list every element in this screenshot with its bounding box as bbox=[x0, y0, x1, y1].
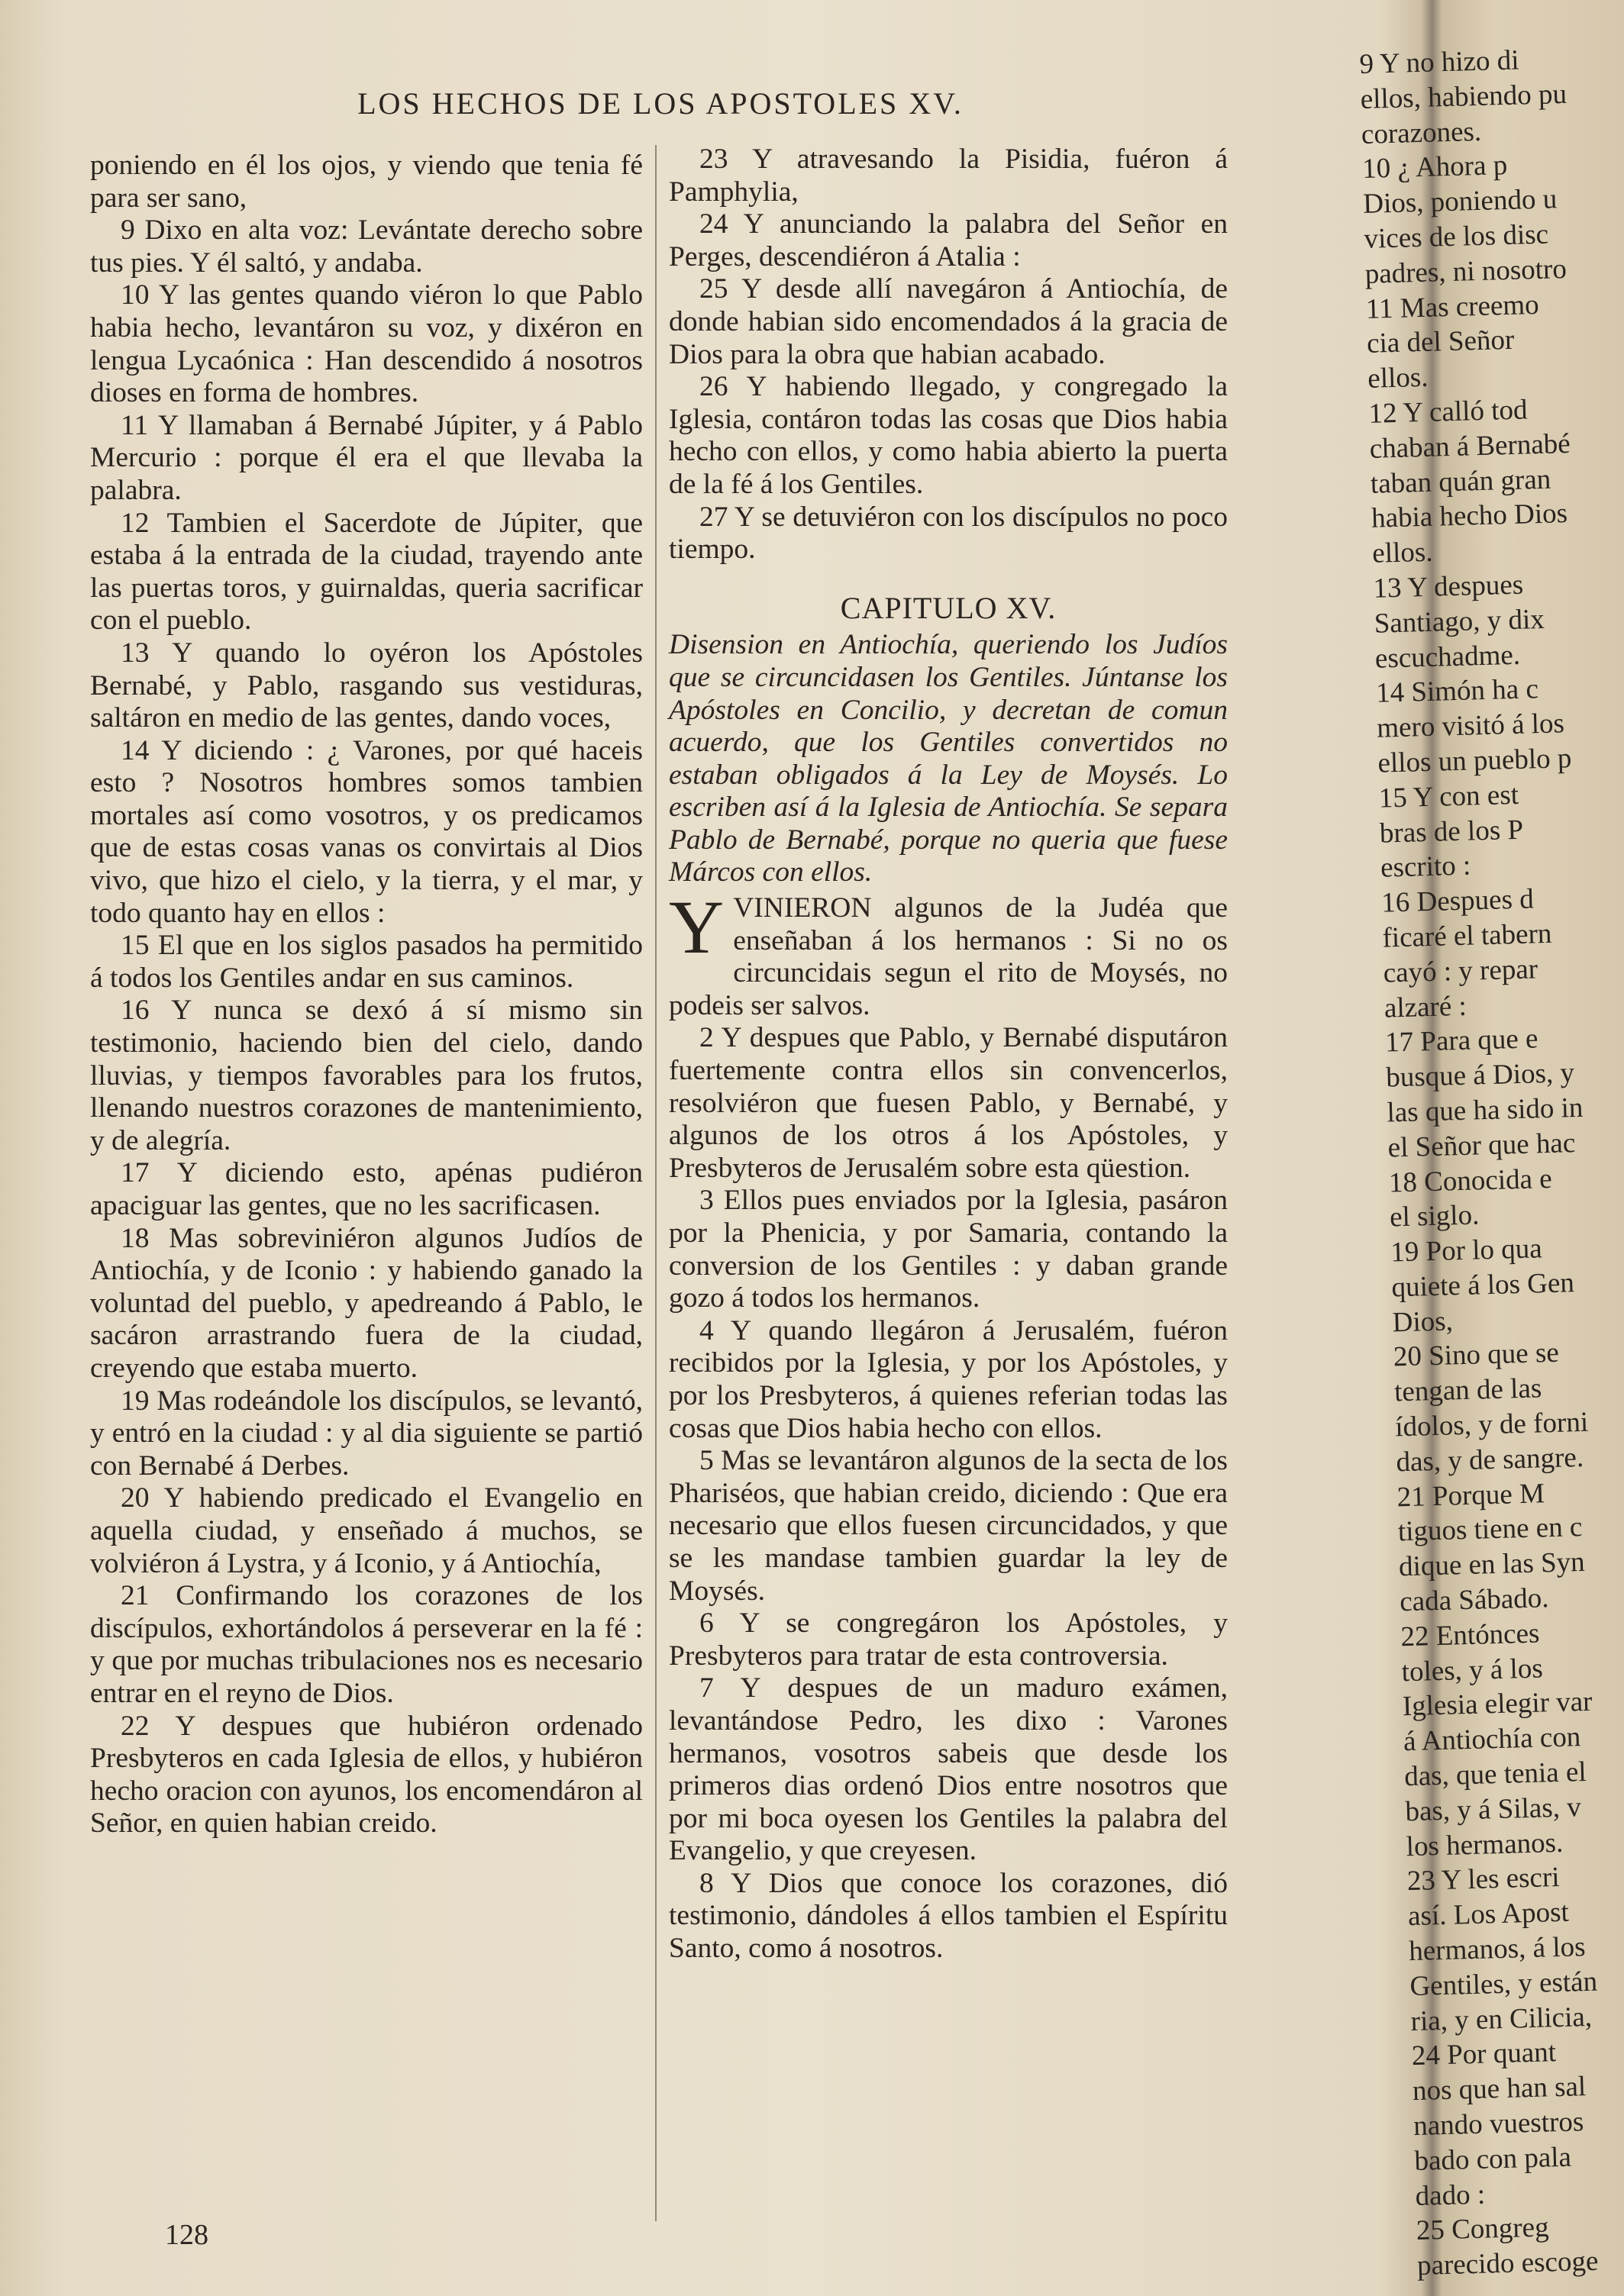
verse-paragraph: 20 Y habiendo predicado el Evangelio en aquella ciudad, y enseñado á muchos, se volviéron á Lystra, y á Iconio, y á Antiochía, bbox=[90, 1482, 643, 1579]
facing-page-line: escuchadme. bbox=[1374, 639, 1521, 675]
chapter-summary: Disension en Antiochía, queriendo los Judíos que se circuncidasen los Gentiles. Júntanse los Apóstoles en Concilio, y decretan de comun acuerdo, que los Gentiles convertidos no estaban obligados á la Ley de Moysés. Lo escriben así á la Iglesia de Antiochía. Se separa Pablo de Bernabé, porque no queria que fuese Márcos con ellos. bbox=[669, 629, 1228, 888]
facing-page-line: cada Sábado. bbox=[1399, 1582, 1550, 1618]
facing-page-line: bras de los P bbox=[1379, 814, 1524, 850]
facing-page-line: 17 Para que e bbox=[1384, 1023, 1538, 1059]
facing-page-line: toles, y á los bbox=[1401, 1653, 1544, 1688]
facing-page-line: 22 Entónces bbox=[1400, 1617, 1540, 1653]
page-number: 128 bbox=[165, 2219, 208, 2251]
facing-page-line: bas, y á Silas, v bbox=[1404, 1791, 1582, 1828]
verse-paragraph: 17 Y diciendo esto, apénas pudiéron apaciguar las gentes, que no les sacrificasen. bbox=[90, 1157, 643, 1221]
facing-page-line: Gentiles, y están bbox=[1409, 1965, 1598, 2002]
drop-cap: Y bbox=[669, 885, 725, 970]
verse-paragraph: 23 Y atravesando la Pisidia, fuéron á Pamphylia, bbox=[669, 144, 1228, 208]
verse-paragraph: 4 Y quando llegáron á Jerusalém, fuéron recibidos por la Iglesia, y por los Apóstoles, y por los Presbyteros, á quienes referian todas las cosas que Dios habia hecho con ellos. bbox=[669, 1314, 1228, 1444]
chapter-title: CAPITULO XV. bbox=[840, 590, 1057, 625]
verse-paragraph: 13 Y quando lo oyéron los Apóstoles Bernabé, y Pablo, rasgando sus vestiduras, saltáron en medio de las gentes, dando voces, bbox=[90, 637, 643, 734]
verse-paragraph: 3 Ellos pues enviados por la Iglesia, pasáron por la Phenicia, y por Samaria, contando la conversion de los Gentiles : y daban grande gozo á todos los hermanos. bbox=[669, 1185, 1228, 1314]
facing-page-line: 10 ¿ Ahora p bbox=[1361, 150, 1508, 185]
facing-page-line: ídolos, y de forni bbox=[1394, 1406, 1589, 1443]
facing-page-line: ellos. bbox=[1371, 536, 1434, 569]
facing-page-line: ellos un pueblo p bbox=[1377, 742, 1572, 779]
facing-page-line: 15 Y con est bbox=[1378, 779, 1519, 814]
facing-page-line: escrito : bbox=[1380, 850, 1471, 884]
facing-page-line: 14 Simón ha c bbox=[1375, 673, 1539, 710]
verse-paragraph: 10 Y las gentes quando viéron lo que Pablo habia hecho, levantáron su voz, y dixéron en lengua Lycaónica : Han descendido á nosotros dioses en forma de hombres. bbox=[90, 279, 643, 409]
verse-paragraph: 22 Y despues que hubiéron ordenado Presbyteros en cada Iglesia de ellos, y hubiéron hecho oracion con ayunos, los encomendáron al Señor, en quien habian creido. bbox=[90, 1710, 643, 1840]
verse-paragraph: 5 Mas se levantáron algunos de la secta de los Phariséos, que habian creido, diciendo : Que era necesario que ellos fuesen circuncidados, y que se les mandase tambien guardar la ley de Moysés. bbox=[669, 1445, 1228, 1607]
verse-paragraph: 6 Y se congregáron los Apóstoles, y Presbyteros para tratar de esta controversia. bbox=[669, 1608, 1228, 1672]
facing-page-line: nando vuestros bbox=[1413, 2106, 1584, 2143]
column-divider bbox=[655, 145, 657, 2221]
facing-page-line: ria, y en Cilicia, bbox=[1410, 2001, 1593, 2037]
running-header: LOS HECHOS DE LOS APOSTOLES XV. bbox=[357, 86, 964, 121]
verse-paragraph: 16 Y nunca se dexó á sí mismo sin testimonio, haciendo bien del cielo, dando lluvias, y tiempos favorables para los frutos, llenando nuestros corazones de mantenimiento, y de alegría. bbox=[90, 995, 643, 1156]
facing-page-line: alzaré : bbox=[1383, 990, 1467, 1024]
facing-page-line: hermanos, á los bbox=[1408, 1931, 1586, 1968]
verse-paragraph: 21 Confirmando los corazones de los discípulos, exhortándolos á perseverar en la fé : y que por muchas tribulaciones nos es necesario entrar en el reyno de Dios. bbox=[90, 1580, 643, 1709]
verse-paragraph: 9 Dixo en alta voz: Levántate derecho sobre tus pies. Y él saltó, y andaba. bbox=[90, 214, 643, 279]
facing-page-line: bado con pala bbox=[1413, 2141, 1572, 2177]
facing-page-line: á Antiochía con bbox=[1403, 1721, 1581, 1758]
verse-paragraph: 8 Y Dios que conoce los corazones, dió testimonio, dándoles á ellos tambien el Espíritu Santo, como á nosotros. bbox=[669, 1867, 1228, 1965]
facing-page-line: los hermanos. bbox=[1406, 1827, 1564, 1862]
facing-page-line: 19 Por lo qua bbox=[1390, 1233, 1543, 1269]
facing-page-line: mero visitó á los bbox=[1376, 708, 1565, 744]
facing-page-line: 12 Y calló tod bbox=[1368, 394, 1528, 430]
facing-page-line: taban quán gran bbox=[1370, 463, 1551, 500]
facing-page-line: 16 Despues d bbox=[1380, 883, 1535, 919]
facing-page-line: cayó : y repar bbox=[1383, 953, 1538, 989]
verse-paragraph: 2 Y despues que Pablo, y Bernabé disputáron fuertemente contra ellos sin convencerlos, resolviéron que fuesen Pablo, y Bernabé, y algunos de los otros á los Apóstoles, y Presbyteros de Jerusalém sobre esta qüestion. bbox=[669, 1022, 1228, 1184]
facing-page-line: Santiago, y dix bbox=[1374, 603, 1545, 640]
verse-paragraph: 25 Y desde allí navegáron á Antiochía, de donde habian sido encomendados á la gracia de Dios para la obra que habian acabado. bbox=[669, 273, 1228, 370]
facing-page-line: ellos, habiendo pu bbox=[1360, 78, 1567, 115]
facing-page-line: nos que han sal bbox=[1412, 2071, 1587, 2107]
facing-page-line: 20 Sino que se bbox=[1393, 1337, 1560, 1373]
facing-page-line: las que ha sido in bbox=[1387, 1092, 1584, 1129]
facing-page-line: chaban á Bernabé bbox=[1369, 427, 1571, 465]
facing-page-line: dique en las Syn bbox=[1398, 1546, 1586, 1583]
facing-page-line: tengan de las bbox=[1393, 1372, 1542, 1408]
verse-paragraph: 26 Y habiendo llegado, y congregado la Iglesia, contáron todas las cosas que Dios habia hecho con ellos, y como habia abierto la puerta de la fé á los Gentiles. bbox=[669, 371, 1228, 500]
verse-paragraph: 11 Y llamaban á Bernabé Júpiter, y á Pablo Mercurio : porque él era el que llevaba la palabra. bbox=[90, 409, 643, 506]
verse-1 bbox=[669, 885, 1228, 1022]
facing-page-line: Dios, bbox=[1392, 1305, 1454, 1339]
facing-page-line: padres, ni nosotro bbox=[1364, 253, 1567, 290]
facing-page-line: el siglo. bbox=[1389, 1199, 1480, 1233]
facing-page-line: dado : bbox=[1415, 2178, 1486, 2212]
verse-paragraph: 15 El que en los siglos pasados ha permitido á todos los Gentiles andar en sus caminos. bbox=[90, 930, 643, 994]
facing-page-line: ficaré el tabern bbox=[1382, 917, 1552, 954]
facing-page-line: 25 Congreg bbox=[1416, 2211, 1550, 2247]
facing-page-line: 13 Y despues bbox=[1373, 569, 1524, 605]
facing-page-line: cia del Señor bbox=[1366, 324, 1515, 360]
facing-page-line: corazones. bbox=[1361, 115, 1482, 150]
facing-page-line: das, y de sangre. bbox=[1396, 1441, 1584, 1479]
facing-page-line: vices de los disc bbox=[1364, 218, 1549, 255]
facing-page-line: 9 Y no hizo di bbox=[1359, 44, 1520, 80]
facing-page-line: quiete á los Gen bbox=[1391, 1267, 1575, 1304]
verse-1-text: VINIERON algunos de la Judéa que enseñaban á los hermanos : Si no os circuncidais segun el rito de Moysés, no podeis ser salvos. bbox=[669, 892, 1228, 1021]
facing-page-line: 18 Conocida e bbox=[1388, 1163, 1553, 1198]
verse-paragraph: 12 Tambien el Sacerdote de Júpiter, que estaba á la entrada de la ciudad, trayendo ante las puertas toros, y guirnaldas, queria sacrificar con el pueblo. bbox=[90, 507, 643, 637]
facing-page-line: Iglesia elegir var bbox=[1402, 1686, 1593, 1723]
left-column bbox=[90, 150, 643, 1840]
facing-page-line: el Señor que hac bbox=[1387, 1127, 1576, 1164]
middle-column bbox=[669, 144, 1228, 1965]
verse-paragraph: 24 Y anunciando la palabra del Señor en Perges, descendiéron á Atalia : bbox=[669, 208, 1228, 272]
facing-page-line: tiguos tiene en c bbox=[1397, 1511, 1583, 1548]
facing-page-line: Dios, poniendo u bbox=[1362, 183, 1558, 221]
facing-page-line: parecido escoge bbox=[1416, 2246, 1599, 2282]
facing-page-line: busque á Dios, y bbox=[1385, 1057, 1575, 1094]
facing-page-line: 11 Mas creemo bbox=[1365, 289, 1540, 325]
verse-paragraph: 27 Y se detuviéron con los discípulos no poco tiempo. bbox=[669, 501, 1228, 566]
verse-paragraph: poniendo en él los ojos, y viendo que tenia fé para ser sano, bbox=[90, 150, 643, 214]
facing-page-line: 21 Porque M bbox=[1396, 1477, 1545, 1514]
facing-page-line: 24 Por quant bbox=[1411, 2036, 1557, 2072]
verse-paragraph: 14 Y diciendo : ¿ Varones, por qué haceis esto ? Nosotros hombres somos tambien mortales así como vosotros, y os predicamos que de estas cosas vanas os convirtais al Dios vivo, que hizo el cielo, y la tierra, y el mar, y todo quanto hay en ellos : bbox=[90, 734, 643, 929]
facing-page-line: así. Los Apost bbox=[1407, 1896, 1570, 1933]
verse-paragraph: 19 Mas rodeándole los discípulos, se levantó, y entró en la ciudad : y al dia siguiente se partió con Bernabé á Derbes. bbox=[90, 1385, 643, 1482]
facing-page-line: habia hecho Dios bbox=[1371, 498, 1568, 535]
verse-paragraph: 7 Y despues de un maduro exámen, levantándose Pedro, les dixo : Varones hermanos, vosotros sabeis que desde los primeros dias ordenó Dios entre nosotros que por mi boca oyesen los Gentiles la palabra del Evangelio, y que creyesen. bbox=[669, 1672, 1228, 1867]
facing-page-line: 23 Y les escri bbox=[1406, 1862, 1561, 1898]
facing-page-line: das, que tenia el bbox=[1403, 1756, 1587, 1793]
facing-page-line: ellos. bbox=[1367, 361, 1429, 395]
facing-page-column bbox=[1359, 43, 1599, 2284]
verse-paragraph: 18 Mas sobreviniéron algunos Judíos de Antiochía, y de Iconio : y habiendo ganado la voluntad del pueblo, y apedreando á Pablo, le sacáron arrastrando fuera de la ciudad, creyendo que estaba muerto. bbox=[90, 1222, 643, 1384]
